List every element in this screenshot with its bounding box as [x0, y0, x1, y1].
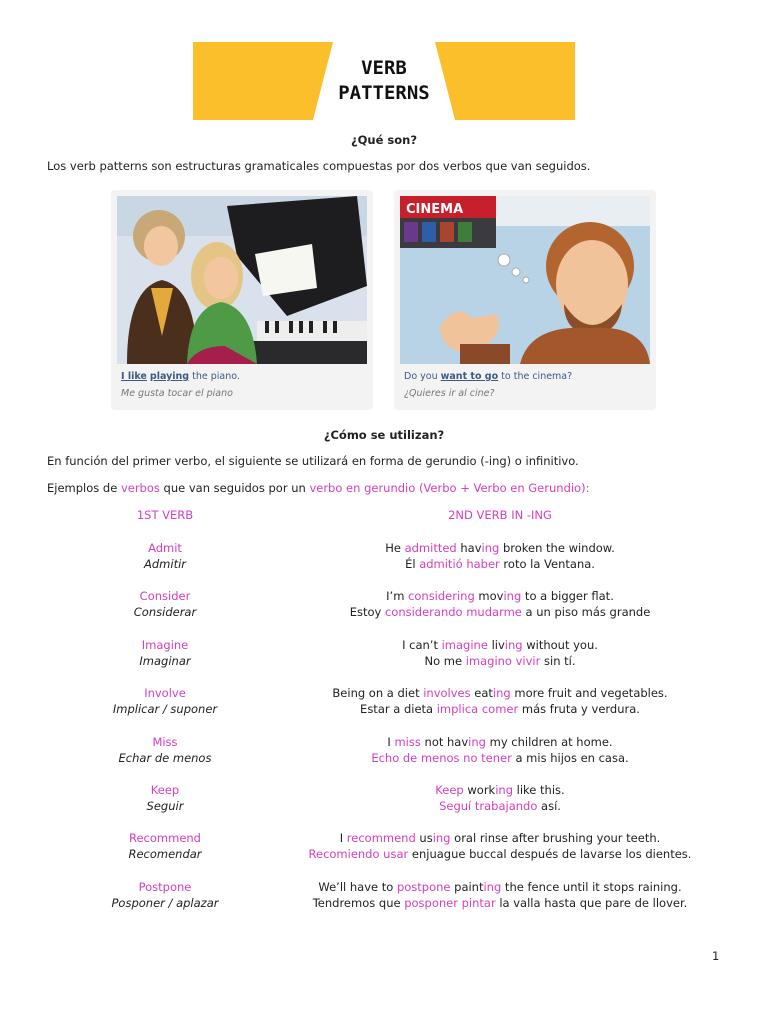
example-cell	[250, 540, 750, 572]
verb-cell	[85, 879, 245, 911]
example-segment: implica comer	[436, 702, 519, 717]
cinema-caption-en	[404, 371, 572, 382]
example-segment: oral rinse after brushing your teeth.	[450, 831, 661, 846]
example-segment: a mis hijos en casa.	[511, 750, 629, 765]
verb-cell	[85, 782, 245, 814]
example-english	[250, 734, 750, 750]
example-cell	[250, 637, 750, 669]
example-spanish	[250, 798, 750, 814]
example-segment: más fruta y verdura.	[518, 702, 640, 717]
example-segment: without you.	[522, 637, 598, 652]
caption-lead: Do you	[404, 371, 441, 382]
verb-english: Postpone	[138, 879, 192, 894]
example-segment: I can’t	[402, 637, 442, 652]
verb-cell	[85, 588, 245, 620]
cinema-illustration-card	[394, 190, 656, 410]
verb-english: Involve	[144, 686, 186, 701]
example-segment: ing	[481, 541, 500, 555]
example-segment: ing	[503, 589, 522, 604]
example-segment: a un piso más grande	[521, 605, 651, 620]
example-segment: admitió haber	[419, 557, 500, 571]
function-paragraph: En función del primer verbo, el siguiente se utilizará en forma de gerundio (-ing) o infinitivo.	[47, 454, 579, 468]
example-segment: ing	[483, 879, 502, 894]
example-spanish	[250, 846, 750, 862]
example-segment: Él	[405, 557, 420, 571]
verb-cell	[85, 540, 245, 572]
title-banner	[193, 42, 575, 120]
example-segment: enjuague buccal después de lavarse los dientes.	[408, 847, 692, 862]
verb-spanish: Considerar	[133, 605, 197, 620]
examples-text-colon: :	[585, 481, 590, 495]
example-segment: Estoy	[349, 605, 385, 620]
example-spanish	[250, 750, 750, 766]
example-segment: paint	[450, 879, 484, 894]
example-segment: liv	[487, 637, 505, 652]
example-segment: ing	[432, 831, 451, 846]
example-english	[250, 637, 750, 653]
example-segment: I	[339, 831, 347, 846]
examples-text-verbos: verbos	[120, 481, 160, 495]
example-segment: Estar a dieta	[360, 702, 437, 717]
example-cell	[250, 588, 750, 620]
piano-caption-en	[121, 371, 240, 382]
example-segment: hav	[456, 541, 482, 555]
example-segment: like this.	[513, 783, 565, 797]
example-english	[250, 588, 750, 604]
caption-rest: to the cinema?	[498, 371, 573, 382]
example-cell	[250, 879, 750, 911]
example-segment: involves	[423, 686, 471, 701]
verb-spanish: Admitir	[144, 557, 186, 571]
verb-cell	[85, 637, 245, 669]
example-segment: ing	[468, 734, 486, 749]
example-segment: posponer pintar	[404, 895, 496, 910]
example-english	[250, 685, 750, 701]
examples-text-c: que van seguidos por un	[159, 481, 310, 495]
banner-title	[193, 56, 575, 106]
example-spanish	[250, 556, 750, 572]
verb-spanish: Imaginar	[139, 653, 191, 668]
caption-rest: the piano.	[189, 371, 240, 382]
example-segment: roto la Ventana.	[499, 557, 595, 571]
examples-text-gerund: verbo en gerundio (Verbo + Verbo en Gerundio)	[309, 481, 586, 495]
example-english	[250, 879, 750, 895]
verb-spanish: Seguir	[146, 799, 184, 813]
example-segment: Keep	[435, 783, 464, 797]
example-segment: No me	[424, 653, 466, 668]
example-segment: imagine	[441, 637, 488, 652]
example-segment: postpone	[396, 879, 451, 894]
verb-english: Consider	[139, 589, 191, 604]
example-segment: more fruit and vegetables.	[510, 686, 668, 701]
header-second-verb: 2ND VERB IN -ING	[448, 508, 552, 522]
example-segment: broken the window.	[499, 541, 615, 555]
page-number: 1	[712, 949, 720, 963]
verb-english: Miss	[152, 734, 178, 749]
verb-spanish: Posponer / aplazar	[111, 895, 219, 910]
example-segment: Being on a diet	[332, 686, 424, 701]
example-english	[250, 782, 750, 798]
banner-title-line2: PATTERNS	[338, 82, 430, 104]
verb-spanish: Echar de menos	[118, 750, 212, 765]
example-segment: I	[387, 734, 395, 749]
example-spanish	[250, 604, 750, 620]
caption-verb-like: I like	[121, 371, 147, 382]
example-segment: I’m	[386, 589, 409, 604]
piano-illustration	[117, 196, 367, 364]
example-cell	[250, 782, 750, 814]
example-segment: Seguí trabajando	[439, 799, 538, 813]
cinema-sign-text: CINEMA	[406, 202, 464, 217]
example-spanish	[250, 701, 750, 717]
caption-verb-playing: playing	[149, 371, 190, 382]
intro-paragraph: Los verb patterns son estructuras gramaticales compuestas por dos verbos que van seguidos.	[47, 159, 591, 173]
example-segment: sin tí.	[540, 653, 576, 668]
example-segment: así.	[537, 799, 561, 813]
example-spanish	[250, 653, 750, 669]
piano-caption-es: Me gusta tocar el piano	[121, 388, 233, 399]
verb-spanish: Recomendar	[128, 847, 202, 862]
example-segment: Echo de menos no tener	[371, 750, 512, 765]
example-segment: to a bigger flat.	[521, 589, 614, 604]
examples-paragraph	[47, 481, 589, 495]
example-segment: miss	[394, 734, 421, 749]
example-segment: the fence until it stops raining.	[501, 879, 682, 894]
verb-english: Keep	[150, 783, 180, 797]
example-segment: ing	[504, 637, 523, 652]
example-segment: recommend	[346, 831, 416, 846]
banner-title-line1: VERB	[361, 57, 407, 79]
example-spanish	[250, 895, 750, 911]
verb-cell	[85, 734, 245, 766]
verb-cell	[85, 685, 245, 717]
verb-english: Admit	[148, 541, 182, 555]
example-segment: my children at home.	[485, 734, 613, 749]
example-segment: considering	[408, 589, 475, 604]
example-segment: imagino vivir	[465, 653, 541, 668]
example-segment: la valla hasta que pare de llover.	[495, 895, 688, 910]
cinema-illustration	[400, 196, 650, 364]
example-english	[250, 540, 750, 556]
heading-como-se-utilizan: ¿Cómo se utilizan?	[323, 428, 445, 442]
example-segment: Recomiendo usar	[308, 847, 409, 862]
example-segment: us	[415, 831, 433, 846]
heading-que-son: ¿Qué son?	[350, 133, 418, 147]
example-english	[250, 830, 750, 846]
example-cell	[250, 830, 750, 862]
piano-illustration-card	[111, 190, 373, 410]
example-segment: He	[385, 541, 405, 555]
example-segment: ing	[492, 686, 511, 701]
example-segment: work	[463, 783, 496, 797]
example-cell	[250, 685, 750, 717]
example-segment: not hav	[420, 734, 469, 749]
caption-verb-want-to-go: want to go	[440, 371, 499, 382]
header-first-verb: 1ST VERB	[136, 508, 194, 522]
example-segment: eat	[470, 686, 493, 701]
example-segment: ing	[495, 783, 514, 797]
verb-spanish: Implicar / suponer	[112, 702, 218, 717]
example-cell	[250, 734, 750, 766]
verb-english: Recommend	[129, 831, 201, 846]
examples-text-a: Ejemplos de	[47, 481, 121, 495]
example-segment: mov	[474, 589, 504, 604]
example-segment: considerando mudarme	[384, 605, 522, 620]
example-segment: admitted	[404, 541, 457, 555]
verb-english: Imagine	[141, 637, 189, 652]
example-segment: We’ll have to	[318, 879, 397, 894]
verb-cell	[85, 830, 245, 862]
example-segment: Tendremos que	[312, 895, 405, 910]
cinema-caption-es: ¿Quieres ir al cine?	[404, 388, 495, 399]
